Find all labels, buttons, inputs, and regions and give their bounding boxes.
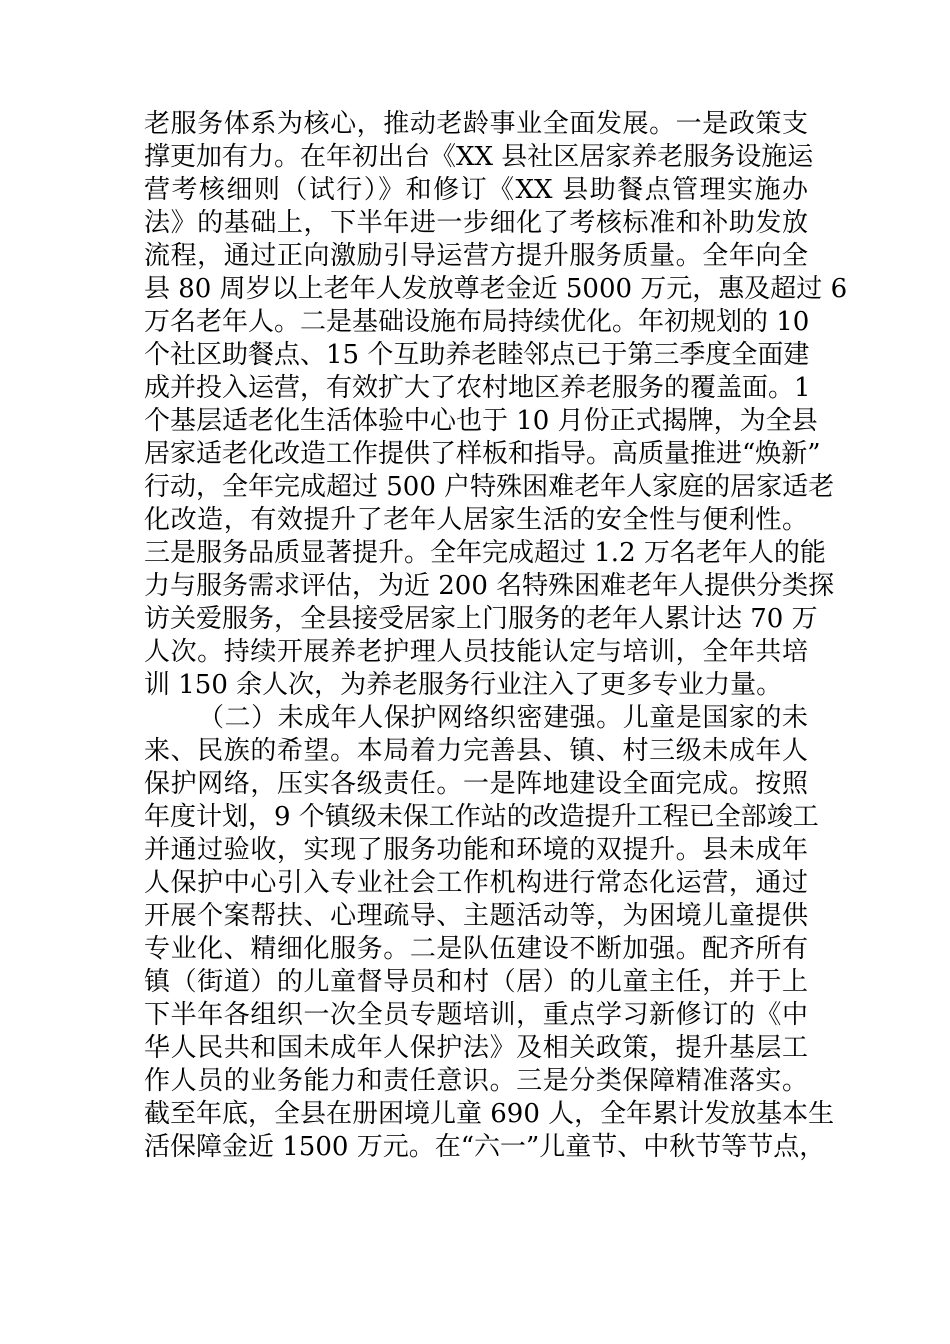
text-line: 作人员的业务能力和责任意识。三是分类保障精准落实。 (144, 1066, 808, 1096)
text-line: 人次。持续开展养老护理人员技能认定与培训，全年共培 (144, 637, 808, 667)
text-line: 化改造，有效提升了老年人居家生活的安全性与便利性。 (144, 505, 808, 535)
text-line: 并通过验收，实现了服务功能和环境的双提升。县未成年 (144, 835, 808, 865)
text-line: 成并投入运营，有效扩大了农村地区养老服务的覆盖面。1 (144, 373, 811, 403)
text-line: 训 150 余人次，为养老服务行业注入了更多专业力量。 (144, 670, 783, 700)
paragraph-2 (144, 702, 835, 1164)
text-line: 开展个案帮扶、心理疏导、主题活动等，为困境儿童提供 (144, 901, 808, 931)
text-line: 个基层适老化生活体验中心也于 10 月份正式揭牌，为全县 (144, 406, 818, 436)
text-line: 县 80 周岁以上老年人发放尊老金近 5000 万元，惠及超过 6 (144, 274, 848, 304)
text-line: 个社区助餐点、15 个互助养老睦邻点已于第三季度全面建 (144, 340, 810, 370)
text-line: 力与服务需求评估，为近 200 名特殊困难老年人提供分类探 (144, 571, 835, 601)
text-line: 华人民共和国未成年人保护法》及相关政策，提升基层工 (144, 1033, 808, 1063)
text-line: 营考核细则（试行）》和修订《XX 县助餐点管理实施办 (144, 175, 808, 205)
text-line: 下半年各组织一次全员专题培训，重点学习新修订的《中 (144, 1000, 808, 1030)
section-heading-line: （二）未成年人保护网络织密建强。儿童是国家的未 (198, 703, 808, 733)
text-line: 来、民族的希望。本局着力完善县、镇、村三级未成年人 (144, 736, 808, 766)
text-line: 法》的基础上，下半年进一步细化了考核标准和补助发放 (144, 208, 808, 238)
text-line: 镇（街道）的儿童督导员和村（居）的儿童主任，并于上 (144, 967, 808, 997)
text-line: 流程，通过正向激励引导运营方提升服务质量。全年向全 (144, 241, 808, 271)
text-line: 行动，全年完成超过 500 户特殊困难老年人家庭的居家适老 (144, 472, 835, 502)
text-line: 人保护中心引入专业社会工作机构进行常态化运营，通过 (144, 868, 808, 898)
text-line: 三是服务品质显著提升。全年完成超过 1.2 万名老年人的能 (144, 538, 826, 568)
text-line: 居家适老化改造工作提供了样板和指导。高质量推进“焕新” (144, 439, 821, 469)
paragraph-1 (144, 108, 848, 702)
text-line: 访关爱服务，全县接受居家上门服务的老年人累计达 70 万 (144, 604, 818, 634)
text-line: 专业化、精细化服务。二是队伍建设不断加强。配齐所有 (144, 934, 808, 964)
text-line: 年度计划，9 个镇级未保工作站的改造提升工程已全部竣工 (144, 802, 819, 832)
text-line: 保护网络，压实各级责任。一是阵地建设全面完成。按照 (144, 769, 808, 799)
text-line: 活保障金近 1500 万元。在“六一”儿童节、中秋节等节点， (144, 1132, 826, 1162)
text-line: 撑更加有力。在年初出台《XX 县社区居家养老服务设施运 (144, 142, 814, 172)
text-line: 老服务体系为核心，推动老龄事业全面发展。一是政策支 (144, 109, 808, 139)
document-body (144, 108, 848, 1164)
text-line: 万名老年人。二是基础设施布局持续优化。年初规划的 10 (144, 307, 810, 337)
text-line: 截至年底，全县在册困境儿童 690 人，全年累计发放基本生 (144, 1099, 835, 1129)
